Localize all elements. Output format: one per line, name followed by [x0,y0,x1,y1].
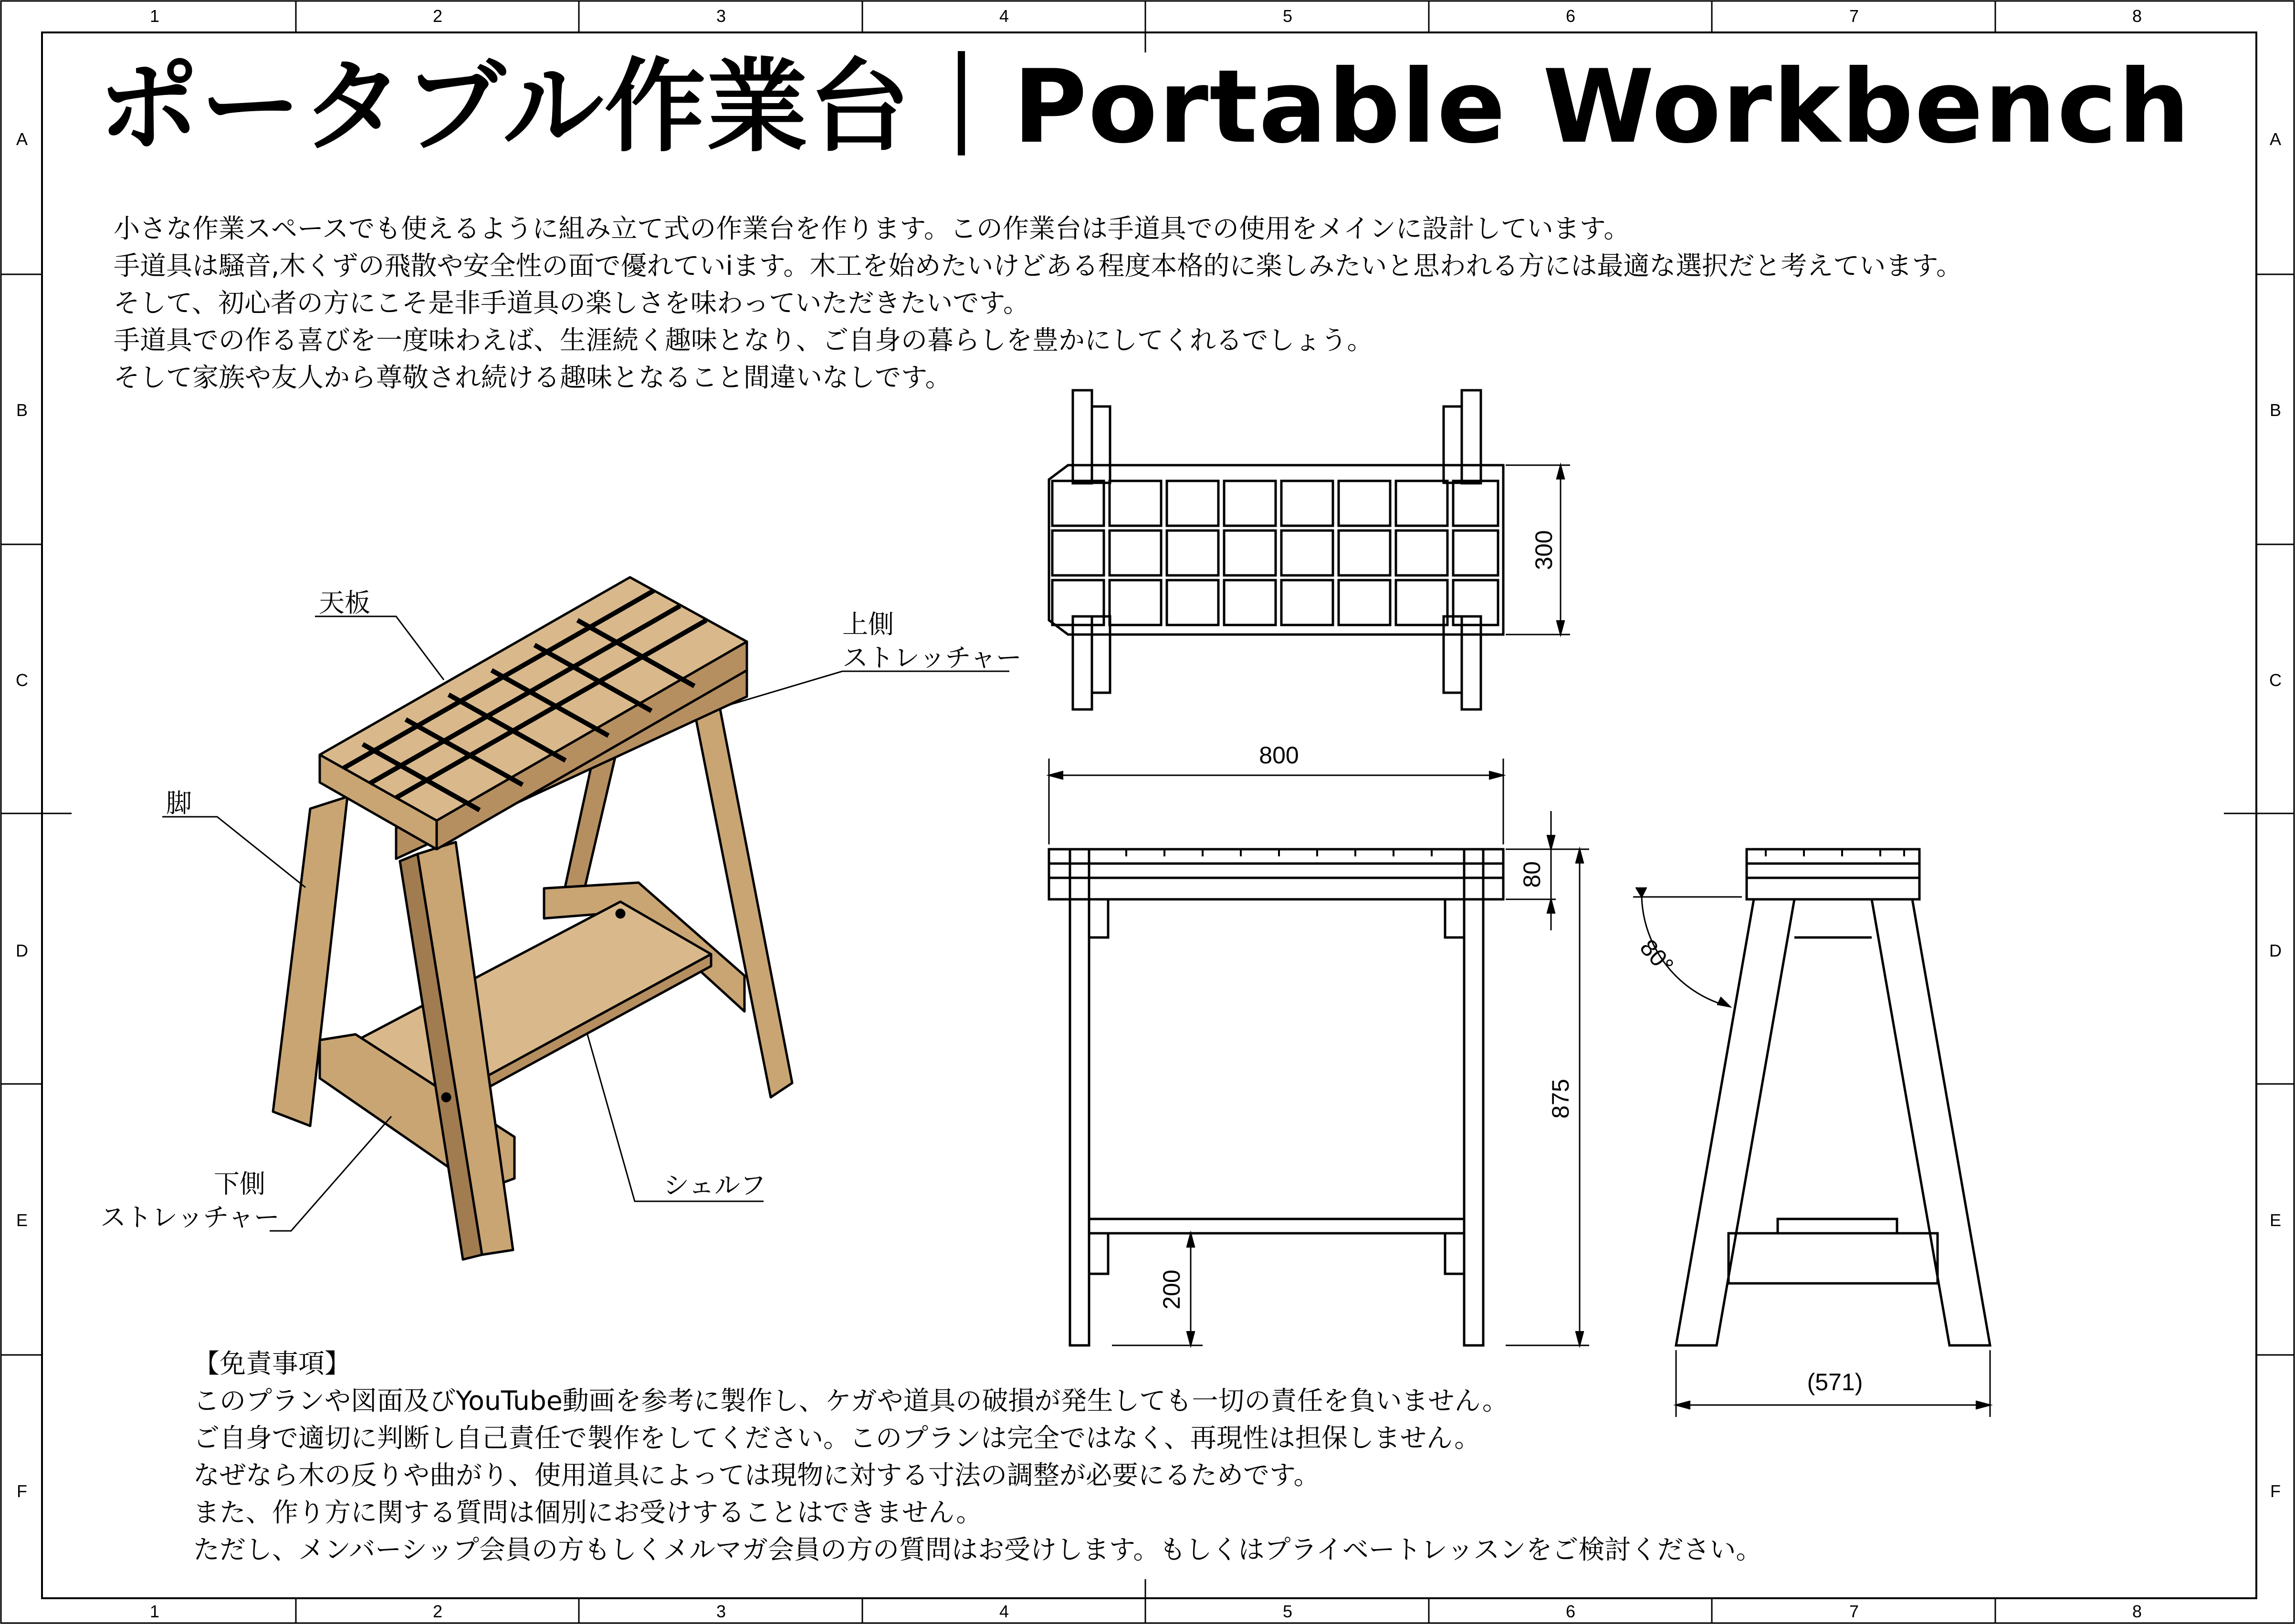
grid-col-bottom: 7 [1849,1602,1859,1621]
grid-row-right: F [2270,1481,2281,1501]
dim-200-lines [1112,1233,1203,1345]
grid-col-top: 3 [716,6,726,26]
disclaimer-line: また、作り方に関する質問は個別にお受けすることはできません。 [193,1497,983,1528]
grid-col-bottom: 3 [716,1602,726,1621]
callout-lower-stretcher-line1: 下側 [214,1169,265,1199]
dim-top-thickness: 80 [1519,861,1545,888]
callout-leg: 脚 [166,788,192,818]
grid-row-left: B [16,400,28,420]
dim-base-width: (571) [1807,1369,1863,1395]
side-view [1676,849,1990,1345]
disclaimer-line: このプランや図面及びYouTube動画を参考に製作し、ケガや道具の破損が発生しても一切の責任を負いません。 [193,1385,1509,1416]
disclaimer-line: なぜなら木の反りや曲がり、使用道具によっては現物に対する寸法の調整が必要にるためです。 [193,1460,1320,1490]
grid-col-bottom: 5 [1282,1602,1293,1621]
grid-col-bottom: 1 [149,1602,160,1621]
callout-upper-stretcher-line2: ストレッチャー [842,643,1022,673]
dim-leg-angle: 80° [1635,934,1679,979]
callout-top-board: 天板 [319,588,370,618]
disclaimer-line: ただし、メンバーシップ会員の方もしくメルマガ会員の方の質問はお受けします。もしくはプライベートレッスンをご検討ください。 [193,1534,1762,1565]
grid-col-top: 4 [999,6,1009,26]
grid-col-bottom: 2 [432,1602,443,1621]
callout-shelf: シェルフ [663,1170,766,1200]
grid-col-bottom: 6 [1565,1602,1576,1621]
grid-row-right: C [2269,670,2282,690]
top-view [1049,390,1503,709]
dim-shelf-height: 200 [1158,1270,1185,1310]
page-title: ポータブル作業台｜Portable Workbench [98,48,2191,166]
grid-row-right: D [2269,941,2282,960]
dim-width: 800 [1259,742,1299,769]
grid-col-top: 7 [1849,6,1859,26]
intro-line: そして家族や友人から尊敬され続ける趣味となること間違いなしです。 [114,362,952,393]
intro-line: 手道具は騒音,木くずの飛散や安全性の面で優れていiます。木工を始めたいけどある程度本格的に楽しみたいと思われる方には最適な選択だと考えています。 [114,250,1962,281]
disclaimer-line: ご自身で適切に判断し自己責任で製作をしてください。このプランは完全ではなく、再現性は担保しません。 [193,1423,1481,1453]
disclaimer-heading: 【免責事項】 [193,1348,351,1379]
grid-col-top: 1 [149,6,160,26]
dim-height: 875 [1547,1079,1574,1119]
dim-depth: 300 [1530,530,1557,570]
grid-row-left: C [16,670,28,690]
disclaimer [193,1344,1762,1568]
intro-line: 手道具での作る喜びを一度味わえば、生涯続く趣味となり、ご自身の暮らしを豊かにしてくれるでしょう。 [114,325,1373,355]
grid-row-left: F [17,1481,27,1501]
grid-row-right: A [2269,129,2281,149]
grid-col-top: 5 [1282,6,1293,26]
grid-col-bottom: 8 [2132,1602,2142,1621]
grid-row-left: D [16,941,28,960]
dim-height-lines [1506,811,1589,1345]
grid-row-right: E [2269,1210,2281,1230]
grid-col-top: 6 [1565,6,1576,26]
isometric-workbench [273,577,792,1260]
front-view [1049,849,1503,1345]
grid-row-left: E [16,1210,28,1230]
grid-col-top: 2 [432,6,443,26]
callout-upper-stretcher-line1: 上側 [842,609,894,639]
grid-col-bottom: 4 [999,1602,1009,1621]
intro-line: そして、初心者の方にこそ是非手道具の楽しさを味わっていただきたいです。 [114,288,1029,318]
grid-row-left: A [16,129,28,149]
intro-text [114,210,1962,396]
callout-lower-stretcher-line2: ストレッチャー [100,1202,280,1232]
dim-800-lines [1049,759,1503,844]
grid-col-top: 8 [2132,6,2142,26]
grid-row-right: B [2269,400,2281,420]
intro-line: 小さな作業スペースでも使えるように組み立て式の作業台を作ります。この作業台は手道具での使用をメインに設計しています。 [114,213,1630,244]
